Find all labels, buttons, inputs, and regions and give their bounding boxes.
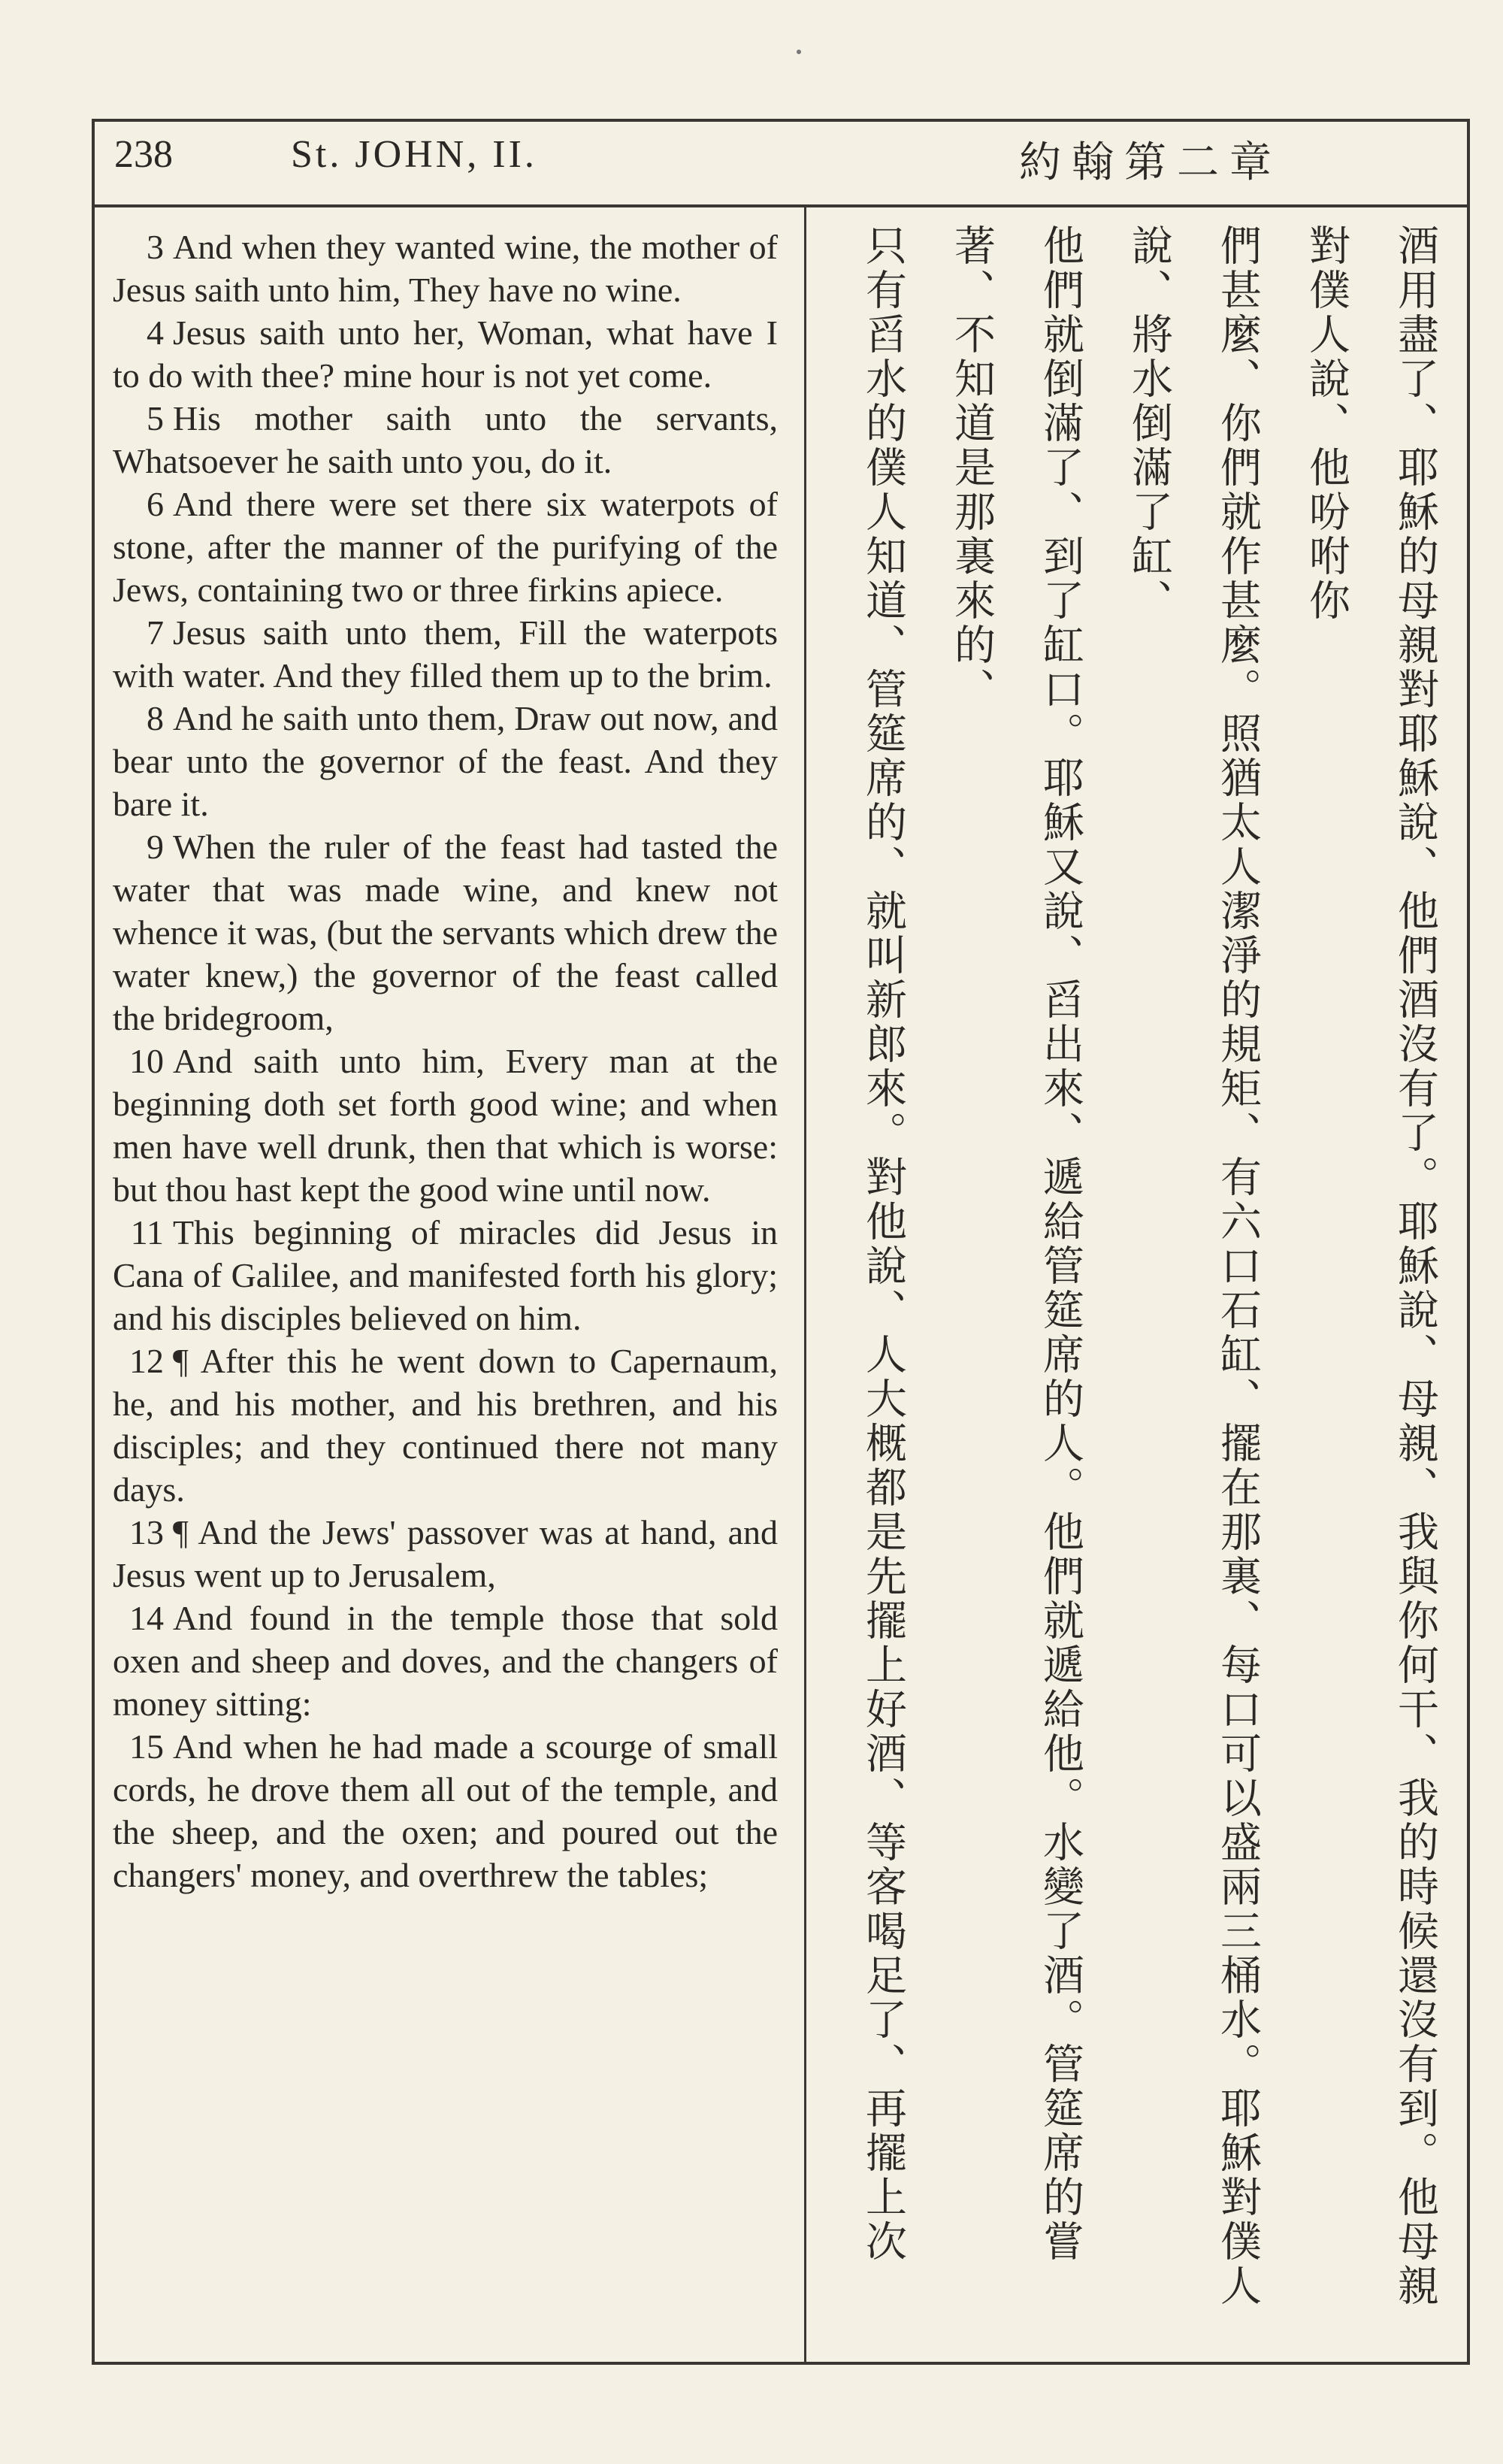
verse: 10 And saith unto him, Every man at the beginning doth set forth good wine; and when men have well drunk, then that which is worse: but thou hast kept the good wine until now. xyxy=(113,1042,778,1209)
page-number: 238 xyxy=(114,133,173,176)
verse: 11 This beginning of miracles did Jesus in Cana of Galilee, and manifested forth his glory; and his disciples believed on him. xyxy=(113,1213,778,1337)
chinese-text-line: 酒用盡了、耶穌的母親對耶穌說、他們酒沒有了。耶穌說、母親、我與你何干、我的時候還沒有到。他母親對僕人說、他吩咐你 xyxy=(1302,224,1439,2308)
verse: 3 And when they wanted wine, the mother of Jesus saith unto him, They have no wine. xyxy=(113,228,778,309)
verse: 5 His mother saith unto the servants, Whatsoever he saith unto you, do it. xyxy=(113,399,778,480)
print-speck xyxy=(797,50,801,54)
column-divider xyxy=(804,207,806,2362)
verse: 6 And there were set there six waterpots of stone, after the manner of the purifying of the Jews, containing two or three firkins apiece. xyxy=(113,485,778,609)
verse: 13 ¶ And the Jews' passover was at hand, and Jesus went up to Jerusalem, xyxy=(113,1513,778,1594)
chinese-text-line: 們甚麼、你們就作甚麼。照猶太人潔淨的規矩、有六口石缸、擺在那裏、每口可以盛兩三桶水。耶穌對僕人說、將水倒滿了缸、 xyxy=(1125,224,1262,2308)
verse: 15 And when he had made a scourge of small cords, he drove them all out of the temple, and the sheep, and the oxen; and poured out the changers' money, and overthrew the tables; xyxy=(113,1727,778,1894)
verse: 9 When the ruler of the feast had tasted the water that was made wine, and knew not whence it was, (but the servants which drew the water knew,) the governor of the feast called the bridegroom, xyxy=(113,828,778,1037)
verse: 4 Jesus saith unto her, Woman, what have I to do with thee? mine hour is not yet come. xyxy=(113,313,778,395)
verse: 7 Jesus saith unto them, Fill the waterpots with water. And they filled them up to the brim. xyxy=(113,613,778,695)
chinese-text-line: 他們就倒滿了、到了缸口。耶穌又說、舀出來、遞給管筵席的人。他們就遞給他。水變了酒。管筵席的嘗著、不知道是那裏來的、 xyxy=(948,224,1084,2264)
verse: 12 ¶ After this he went down to Capernaum, he, and his mother, and his brethren, and his disciples; and they continued there not many days. xyxy=(113,1342,778,1509)
verse: 8 And he saith unto them, Draw out now, and bear unto the governor of the feast. And they bare it. xyxy=(113,699,778,823)
running-title: St. JOHN, II. xyxy=(291,133,537,176)
english-text-column xyxy=(113,226,778,1896)
chinese-running-title: 約翰第二章 xyxy=(1019,138,1282,187)
verse: 14 And found in the temple those that sold oxen and sheep and doves, and the changers of money sitting: xyxy=(113,1599,778,1723)
chinese-text-column xyxy=(819,224,1459,2347)
chinese-text-line: 只有舀水的僕人知道、管筵席的、就叫新郎來。對他說、人大概都是先擺上好酒、等客喝足了、再擺上次 xyxy=(859,224,907,2264)
page-header xyxy=(92,119,1470,207)
